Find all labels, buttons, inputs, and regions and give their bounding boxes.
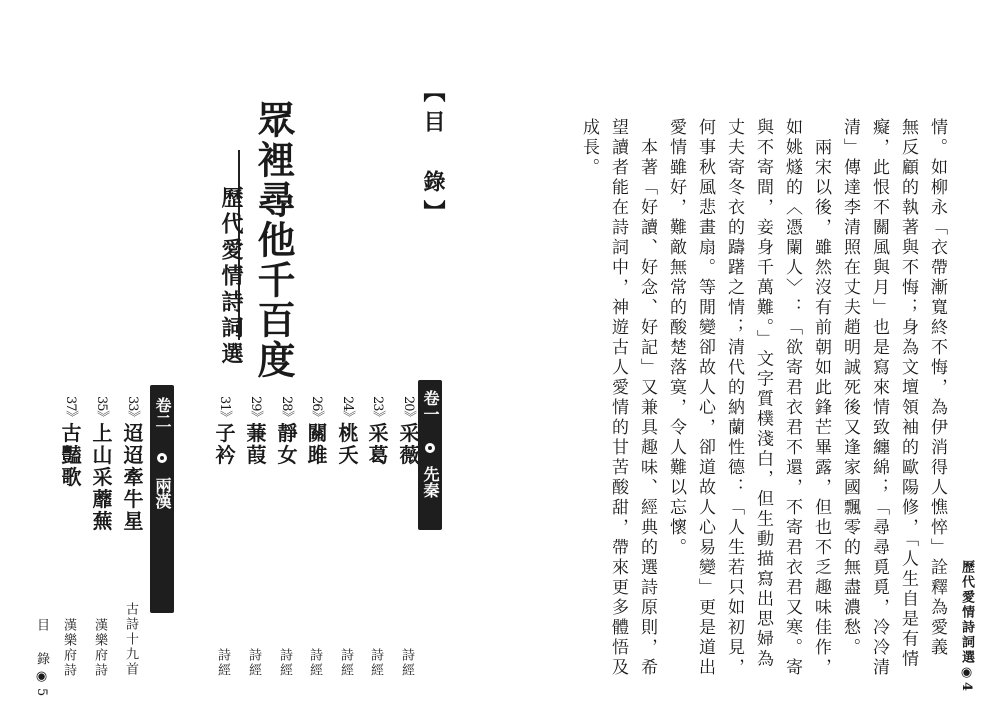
toc-page-number: 28 xyxy=(279,396,294,411)
body-column: 愛情雖好，難敵無常的酸楚落寞，令人難以忘懷。 xyxy=(666,118,686,558)
toc-item[interactable]: 35》上山采蘼蕪 xyxy=(89,396,113,533)
toc-title: 子衿 xyxy=(212,422,236,467)
body-column: 何事秋風悲畫扇。等閒變卻故人心，卻道故人心易變」更是道出 xyxy=(695,118,715,678)
volume-2-label: 卷二 xyxy=(153,397,172,429)
toc-source: 詩經 xyxy=(246,648,261,678)
toc-source: 詩經 xyxy=(338,648,353,678)
volume-1-era: 先秦 xyxy=(421,466,440,498)
toc-item[interactable]: 24》桃夭 xyxy=(335,396,359,467)
toc-page-number: 20 xyxy=(401,396,416,411)
toc-title: 采葛 xyxy=(365,422,389,467)
toc-page-number: 29 xyxy=(248,396,263,411)
toc-page-number: 24 xyxy=(340,396,355,411)
book-title: 眾裡尋他千百度 xyxy=(251,100,296,380)
toc-source: 漢樂府詩 xyxy=(61,618,76,678)
toc-title: 古豔歌 xyxy=(58,422,82,489)
body-column: 成長。 xyxy=(579,118,599,178)
toc-title: 桃夭 xyxy=(335,422,359,467)
body-column: 與不寄間，妾身千萬難。」文字質樸淺白，但生動描寫出思婦為 xyxy=(753,118,773,670)
toc-page-number: 31 xyxy=(217,396,232,411)
toc-source: 詩經 xyxy=(399,648,414,678)
volume-2-dot-icon xyxy=(157,453,167,463)
toc-source: 詩經 xyxy=(368,648,383,678)
volume-2-era: 兩漢 xyxy=(153,477,172,509)
volume-1-label: 卷一 xyxy=(421,390,440,422)
toc-item[interactable]: 26》關雎 xyxy=(304,396,328,467)
toc-item[interactable]: 31》子衿 xyxy=(212,396,236,467)
toc-source: 漢樂府詩 xyxy=(92,618,107,678)
toc-item[interactable]: 33》迢迢牽牛星 xyxy=(120,396,144,533)
toc-title: 迢迢牽牛星 xyxy=(120,422,144,533)
toc-page-number: 26 xyxy=(309,396,324,411)
toc-item[interactable]: 37》古豔歌 xyxy=(58,396,82,489)
toc-item[interactable]: 29》蒹葭 xyxy=(243,396,267,467)
body-column: 望讀者能在詩詞中，神遊古人愛情的甘苦酸甜，帶來更多體悟及 xyxy=(608,118,628,678)
toc-source: 古詩十九首 xyxy=(123,602,138,677)
body-column: 丈夫寄冬衣的躊躇之情；清代的納蘭性德：「人生若只如初見， xyxy=(724,118,744,678)
body-column: 無反顧的執著與不悔；身為文壇領袖的歐陽修，「人生自是有情 xyxy=(898,118,918,670)
body-column: 清」傳達李清照在丈夫趙明誠死後又逢家國飄零的無盡濃愁。 xyxy=(840,118,860,658)
body-column: 本著「好讀、好念、好記」又兼具趣味、經典的選詩原則，希 xyxy=(637,118,657,678)
toc-item[interactable]: 28》靜女 xyxy=(274,396,298,467)
body-column: 如姚燧的〈憑闌人〉：「欲寄君衣君不還，不寄君衣君又寒。寄 xyxy=(782,118,802,678)
toc-item[interactable]: 20》采薇 xyxy=(396,396,420,467)
body-column: 兩宋以後，雖然沒有前朝如此鋒芒畢露，但也不乏趣味佳作， xyxy=(811,118,831,678)
toc-title: 關雎 xyxy=(304,422,328,467)
toc-item[interactable]: 23》采葛 xyxy=(365,396,389,467)
toc-title: 靜女 xyxy=(274,422,298,467)
toc-source: 詩經 xyxy=(307,648,322,678)
toc-page-number: 23 xyxy=(370,396,385,411)
volume-2-bar xyxy=(150,385,174,613)
toc-page-number: 37 xyxy=(63,396,78,411)
toc-title: 上山采蘼蕪 xyxy=(89,422,113,533)
body-column: 情。如柳永「衣帶漸寬終不悔，為伊消得人憔悴」詮釋為愛義 xyxy=(927,118,947,658)
volume-1-dot-icon xyxy=(425,443,435,453)
page-folio-left: 目 錄◉5 xyxy=(34,618,49,701)
toc-title: 蒹葭 xyxy=(243,422,267,467)
running-head: 歷代愛情詩詞選◉4 xyxy=(959,560,974,694)
book-subtitle: 歷代愛情詩詞選 xyxy=(218,186,244,368)
toc-title: 采薇 xyxy=(396,422,420,467)
toc-source: 詩經 xyxy=(277,648,292,678)
toc-page-number: 35 xyxy=(94,396,109,411)
toc-page-number: 33 xyxy=(125,396,140,411)
toc-heading: 【目 錄】 xyxy=(420,80,446,230)
body-column: 癡，此恨不關風與月」也是寫來情致纏綿；「尋尋覓覓，冷冷清 xyxy=(869,118,889,678)
toc-source: 詩經 xyxy=(215,648,230,678)
